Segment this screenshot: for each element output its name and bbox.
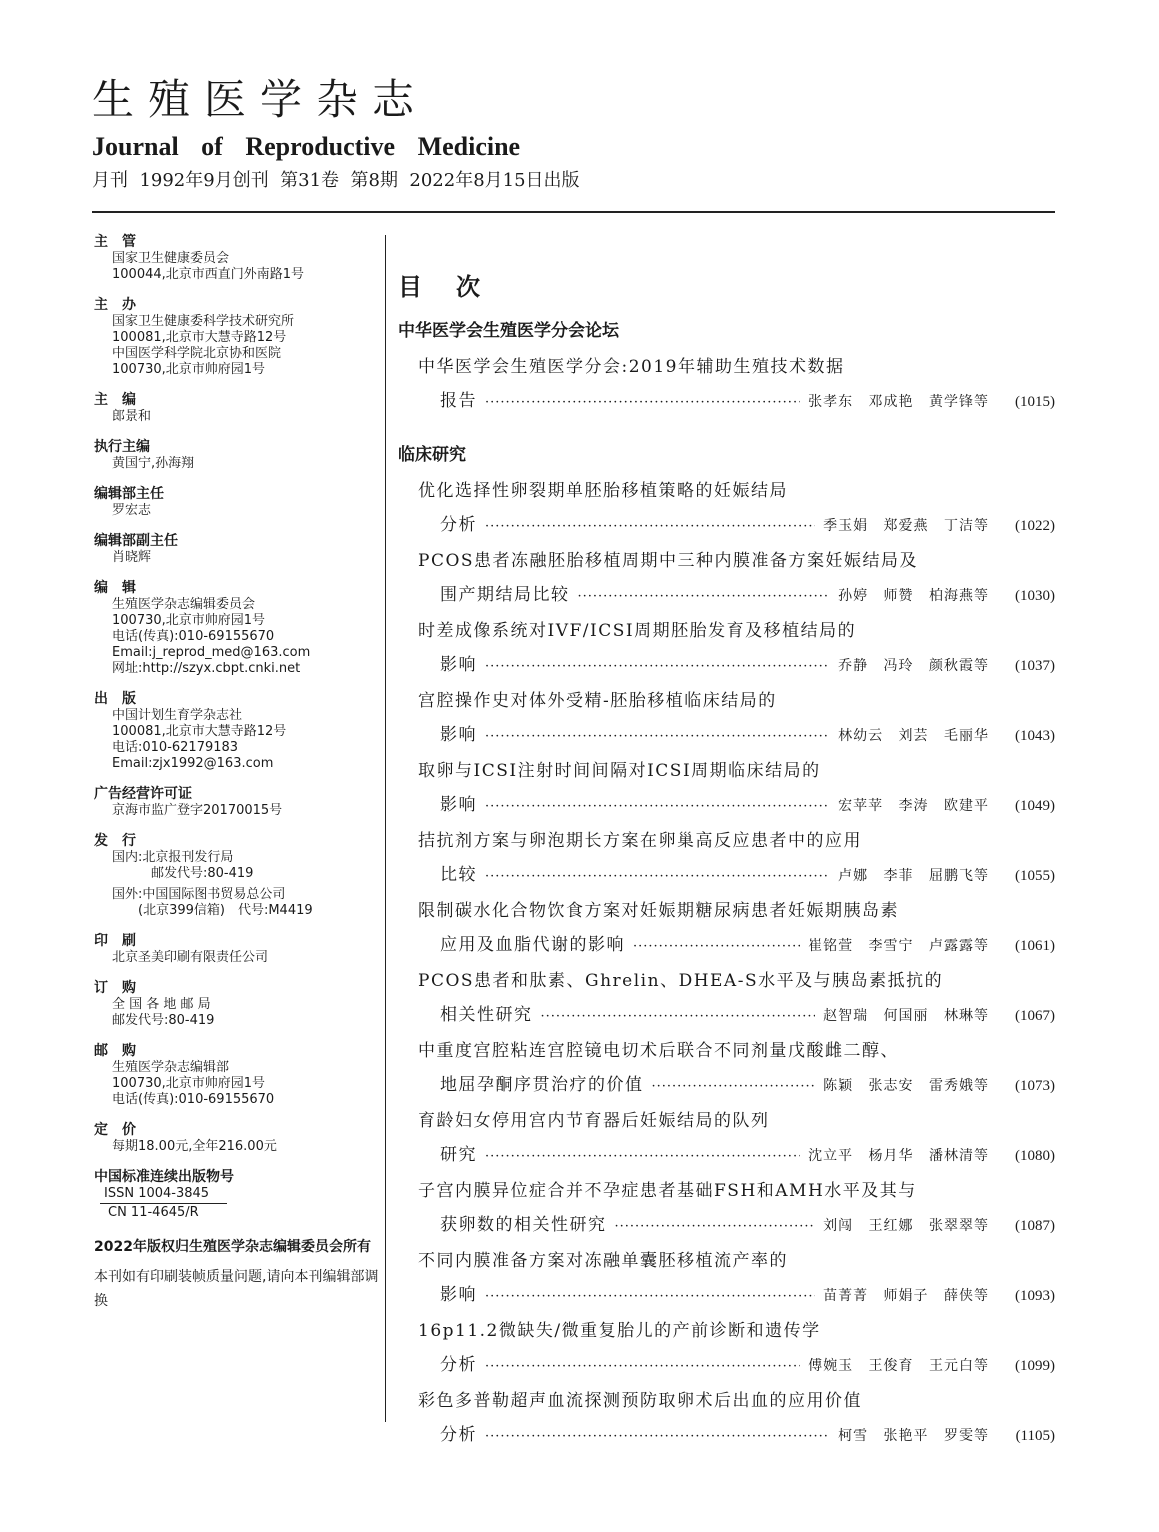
- article-title-tail-row: [398, 648, 1055, 684]
- leader-dots: [485, 1140, 800, 1174]
- article-title-tail-row: [398, 508, 1055, 544]
- sidebar-line: 京海市监广登字20170015号: [112, 803, 283, 818]
- sidebar-section: [94, 833, 384, 919]
- article-title: 时差成像系统对IVF/ICSI周期胚胎发育及移植结局的: [418, 621, 857, 641]
- sidebar-line: 中国医学科学院北京协和医院: [112, 346, 282, 361]
- article-authors: 沈立平 杨月华 潘林清等: [808, 1148, 989, 1164]
- article-title: PCOS患者冻融胚胎移植周期中三种内膜准备方案妊娠结局及: [418, 551, 919, 571]
- article-authors: 张孝东 邓成艳 黄学锋等: [808, 394, 989, 410]
- toc-entry[interactable]: [398, 964, 1055, 1034]
- article-title-tail-row: [398, 1208, 1055, 1244]
- article-title-tail: 分析: [440, 1425, 477, 1445]
- journal-title-cn: 生殖医学杂志: [92, 75, 429, 124]
- toc-entry[interactable]: [398, 1244, 1055, 1314]
- article-title-tail-row: [398, 1068, 1055, 1104]
- article-title-tail-row: [398, 858, 1055, 894]
- article-authors: 苗菁菁 师娟子 薛侠等: [823, 1288, 989, 1304]
- leader-dots: [615, 1210, 816, 1244]
- column-divider: [385, 235, 386, 1422]
- sidebar-heading: 印 刷: [94, 933, 136, 949]
- article-authors: 刘闯 王红娜 张翠翠等: [823, 1218, 989, 1234]
- sidebar-line: 罗宏志: [112, 503, 152, 518]
- article-title-tail-row: [398, 1278, 1055, 1314]
- article-page: (1087): [1015, 1218, 1055, 1234]
- sidebar-section: [94, 1122, 384, 1155]
- article-title-tail-row: [398, 788, 1055, 824]
- article-page: (1043): [1015, 728, 1055, 744]
- article-title-tail: 分析: [440, 1355, 477, 1375]
- leader-dots: [485, 860, 830, 894]
- sidebar-section: [94, 580, 384, 677]
- article-authors: 傅婉玉 王俊育 王元白等: [808, 1358, 989, 1374]
- toc-section-heading: 临床研究: [398, 445, 466, 465]
- article-title-tail: 研究: [440, 1145, 477, 1165]
- sidebar-line: 电话(传真):010-69155670: [112, 1092, 275, 1107]
- sidebar-line: 邮发代号:80-419: [112, 1013, 215, 1028]
- article-title: 中华医学会生殖医学分会:2019年辅助生殖技术数据: [418, 357, 845, 377]
- article-page: (1067): [1015, 1008, 1055, 1024]
- leader-dots: [485, 650, 830, 684]
- toc-entry[interactable]: [398, 1174, 1055, 1244]
- article-title-tail: 分析: [440, 515, 477, 535]
- toc-entry[interactable]: [398, 614, 1055, 684]
- article-title-tail-row: [398, 718, 1055, 754]
- sidebar-line: 100730,北京市帅府园1号: [112, 613, 266, 628]
- sidebar-line: 国内:北京报刊发行局: [112, 850, 234, 865]
- sidebar-line: 电话:010-62179183: [112, 740, 239, 755]
- sidebar-line: 网址:http://szyx.cbpt.cnki.net: [112, 661, 301, 676]
- article-title-tail-row: [398, 1138, 1055, 1174]
- article-page: (1093): [1015, 1288, 1055, 1304]
- article-title: PCOS患者和肽素、Ghrelin、DHEA-S水平及与胰岛素抵抗的: [418, 971, 944, 991]
- article-title: 拮抗剂方案与卵泡期长方案在卵巢高反应患者中的应用: [418, 831, 862, 851]
- article-title: 子宫内膜异位症合并不孕症患者基础FSH和AMH水平及其与: [418, 1181, 917, 1201]
- issn-number: ISSN 1004-3845: [100, 1186, 227, 1204]
- sidebar-section: [94, 1043, 384, 1108]
- sidebar-line: 国家卫生健康委员会: [112, 251, 230, 266]
- sidebar-section: [94, 234, 384, 283]
- issn-section: [94, 1169, 384, 1221]
- sidebar-line: 郎景和: [112, 409, 152, 424]
- article-page: (1080): [1015, 1148, 1055, 1164]
- article-title-tail: 报告: [440, 391, 477, 411]
- issn-box: [100, 1186, 227, 1221]
- article-title-tail: 地屈孕酮序贯治疗的价值: [440, 1075, 644, 1095]
- sidebar-section: [94, 533, 384, 566]
- article-title-tail: 应用及血脂代谢的影响: [440, 935, 625, 955]
- article-title-tail: 影响: [440, 725, 477, 745]
- article-authors: 季玉娟 郑爱燕 丁洁等: [823, 518, 989, 534]
- article-title: 彩色多普勒超声血流探测预防取卵术后出血的应用价值: [418, 1391, 862, 1411]
- sidebar-heading: 执行主编: [94, 439, 150, 455]
- sidebar-line: 100730,北京市帅府园1号: [112, 1076, 266, 1091]
- article-title-tail-row: [398, 998, 1055, 1034]
- sidebar-line: 生殖医学杂志编辑部: [112, 1060, 230, 1075]
- toc-entry[interactable]: [398, 754, 1055, 824]
- sidebar-heading: 广告经营许可证: [94, 786, 192, 802]
- sidebar-line: 100081,北京市大慧寺路12号: [112, 330, 287, 345]
- sidebar-heading: 出 版: [94, 691, 136, 707]
- sidebar-section: [94, 933, 384, 966]
- leader-dots: [485, 386, 800, 420]
- article-title: 育龄妇女停用宫内节育器后妊娠结局的队列: [418, 1111, 770, 1131]
- issue-info: 月刊 1992年9月创刊 第31卷 第8期 2022年8月15日出版: [92, 170, 580, 191]
- leader-dots: [633, 930, 800, 964]
- article-authors: 乔静 冯玲 颜秋霞等: [838, 658, 989, 674]
- sidebar-line: (北京399信箱) 代号:M4419: [112, 903, 313, 918]
- sidebar-line: 中国计划生育学杂志社: [112, 708, 243, 723]
- toc-entry[interactable]: [398, 350, 1055, 420]
- toc-entry[interactable]: [398, 1384, 1055, 1454]
- article-page: (1099): [1015, 1358, 1055, 1374]
- article-title-tail-row: [398, 578, 1055, 614]
- leader-dots: [485, 510, 815, 544]
- article-title-tail: 比较: [440, 865, 477, 885]
- sidebar-heading: 编辑部副主任: [94, 533, 178, 549]
- article-page: (1055): [1015, 868, 1055, 884]
- article-title: 取卵与ICSI注射时间间隔对ICSI周期临床结局的: [418, 761, 821, 781]
- article-title-tail-row: [398, 384, 1055, 420]
- leader-dots: [485, 1350, 800, 1384]
- sidebar-line: 国家卫生健康委科学技术研究所: [112, 314, 295, 329]
- sidebar-line: 肖晓辉: [112, 550, 152, 565]
- sidebar-line: 100730,北京市帅府园1号: [112, 362, 266, 377]
- sidebar-line: 100044,北京市西直门外南路1号: [112, 267, 305, 282]
- article-title-tail-row: [398, 1418, 1055, 1454]
- sidebar-heading: 定 价: [94, 1122, 136, 1138]
- sidebar-heading: 编辑部主任: [94, 486, 164, 502]
- cn-number: CN 11-4645/R: [108, 1205, 199, 1220]
- article-title-tail: 影响: [440, 795, 477, 815]
- article-page: (1105): [1015, 1428, 1055, 1444]
- sidebar-section: [94, 786, 384, 819]
- print-quality-note: 本刊如有印刷装帧质量问题,请向本刊编辑部调换: [94, 1269, 379, 1309]
- article-authors: 赵智瑞 何国丽 林琳等: [823, 1008, 989, 1024]
- toc-entry[interactable]: [398, 544, 1055, 614]
- article-title: 16p11.2微缺失/微重复胎儿的产前诊断和遗传学: [418, 1321, 821, 1341]
- sidebar-line: 国外:中国国际图书贸易总公司: [112, 887, 286, 902]
- sidebar-section: [94, 297, 384, 378]
- article-page: (1049): [1015, 798, 1055, 814]
- sidebar-line: 100081,北京市大慧寺路12号: [112, 724, 287, 739]
- article-title-tail-row: [398, 928, 1055, 964]
- sidebar-line: 生殖医学杂志编辑委员会: [112, 597, 256, 612]
- toc-title: 目次: [398, 273, 514, 301]
- article-page: (1022): [1015, 518, 1055, 534]
- article-title-tail: 影响: [440, 1285, 477, 1305]
- article-page: (1061): [1015, 938, 1055, 954]
- article-title-tail: 获卵数的相关性研究: [440, 1215, 607, 1235]
- article-title-tail: 影响: [440, 655, 477, 675]
- sidebar-heading: 主 办: [94, 297, 136, 313]
- article-title: 限制碳水化合物饮食方案对妊娠期糖尿病患者妊娠期胰岛素: [418, 901, 899, 921]
- article-title-tail-row: [398, 1348, 1055, 1384]
- sidebar-section: [94, 980, 384, 1029]
- article-page: (1037): [1015, 658, 1055, 674]
- leader-dots: [578, 580, 831, 614]
- article-page: (1073): [1015, 1078, 1055, 1094]
- article-authors: 孙婷 师赞 柏海燕等: [838, 588, 989, 604]
- article-title-tail: 围产期结局比较: [440, 585, 570, 605]
- masthead-sidebar: [94, 234, 384, 1313]
- sidebar-line: 黄国宁,孙海翔: [112, 456, 195, 471]
- toc-entry[interactable]: [398, 1314, 1055, 1384]
- article-authors: 宏苹苹 李涛 欧建平: [838, 798, 989, 814]
- article-title-tail: 相关性研究: [440, 1005, 533, 1025]
- article-page: (1015): [1015, 394, 1055, 410]
- leader-dots: [485, 790, 830, 824]
- sidebar-heading: 主 编: [94, 392, 136, 408]
- article-title: 宫腔操作史对体外受精-胚胎移植临床结局的: [418, 691, 777, 711]
- article-title: 优化选择性卵裂期单胚胎移植策略的妊娠结局: [418, 481, 788, 501]
- article-authors: 崔铭萱 李雪宁 卢露露等: [808, 938, 989, 954]
- leader-dots: [541, 1000, 816, 1034]
- toc-entry[interactable]: [398, 474, 1055, 544]
- toc-entry[interactable]: [398, 894, 1055, 964]
- sidebar-heading: 主 管: [94, 234, 136, 250]
- sidebar-section: [94, 691, 384, 772]
- table-of-contents: [398, 270, 1055, 1454]
- toc-entry[interactable]: [398, 1034, 1055, 1104]
- issn-heading: 中国标准连续出版物号: [94, 1169, 234, 1185]
- sidebar-section: [94, 439, 384, 472]
- sidebar-heading: 订 购: [94, 980, 136, 996]
- sidebar-heading: 邮 购: [94, 1043, 136, 1059]
- leader-dots: [652, 1070, 816, 1104]
- sidebar-heading: 发 行: [94, 833, 136, 849]
- sidebar-line: 全 国 各 地 邮 局: [112, 997, 211, 1012]
- article-authors: 林幼云 刘芸 毛丽华: [838, 728, 989, 744]
- article-authors: 柯雪 张艳平 罗雯等: [838, 1428, 989, 1444]
- toc-entry[interactable]: [398, 684, 1055, 754]
- copyright-notice: 2022年版权归生殖医学杂志编辑委员会所有: [94, 1239, 371, 1255]
- toc-section-heading: 中华医学会生殖医学分会论坛: [398, 321, 619, 341]
- article-page: (1030): [1015, 588, 1055, 604]
- sidebar-heading: 编 辑: [94, 580, 136, 596]
- sidebar-line: Email:j_reprod_med@163.com: [112, 645, 311, 660]
- sidebar-line: 北京圣美印刷有限责任公司: [112, 950, 269, 965]
- article-authors: 陈颖 张志安 雷秀娥等: [823, 1078, 989, 1094]
- sidebar-line: 电话(传真):010-69155670: [112, 629, 275, 644]
- sidebar-section: [94, 486, 384, 519]
- leader-dots: [485, 720, 830, 754]
- sidebar-line: 每期18.00元,全年216.00元: [112, 1139, 277, 1154]
- article-title: 中重度宫腔粘连宫腔镜电切术后联合不同剂量戊酸雌二醇、: [418, 1041, 899, 1061]
- leader-dots: [485, 1280, 815, 1314]
- sidebar-line: 邮发代号:80-419: [112, 866, 254, 881]
- toc-entry[interactable]: [398, 824, 1055, 894]
- sidebar-section: [94, 392, 384, 425]
- sidebar-line: Email:zjx1992@163.com: [112, 756, 274, 771]
- article-title: 不同内膜准备方案对冻融单囊胚移植流产率的: [418, 1251, 788, 1271]
- article-authors: 卢娜 李菲 屈鹏飞等: [838, 868, 989, 884]
- toc-entry[interactable]: [398, 1104, 1055, 1174]
- header-rule: [92, 211, 1055, 213]
- leader-dots: [485, 1420, 830, 1454]
- journal-title-en: Journal of Reproductive Medicine: [92, 132, 521, 161]
